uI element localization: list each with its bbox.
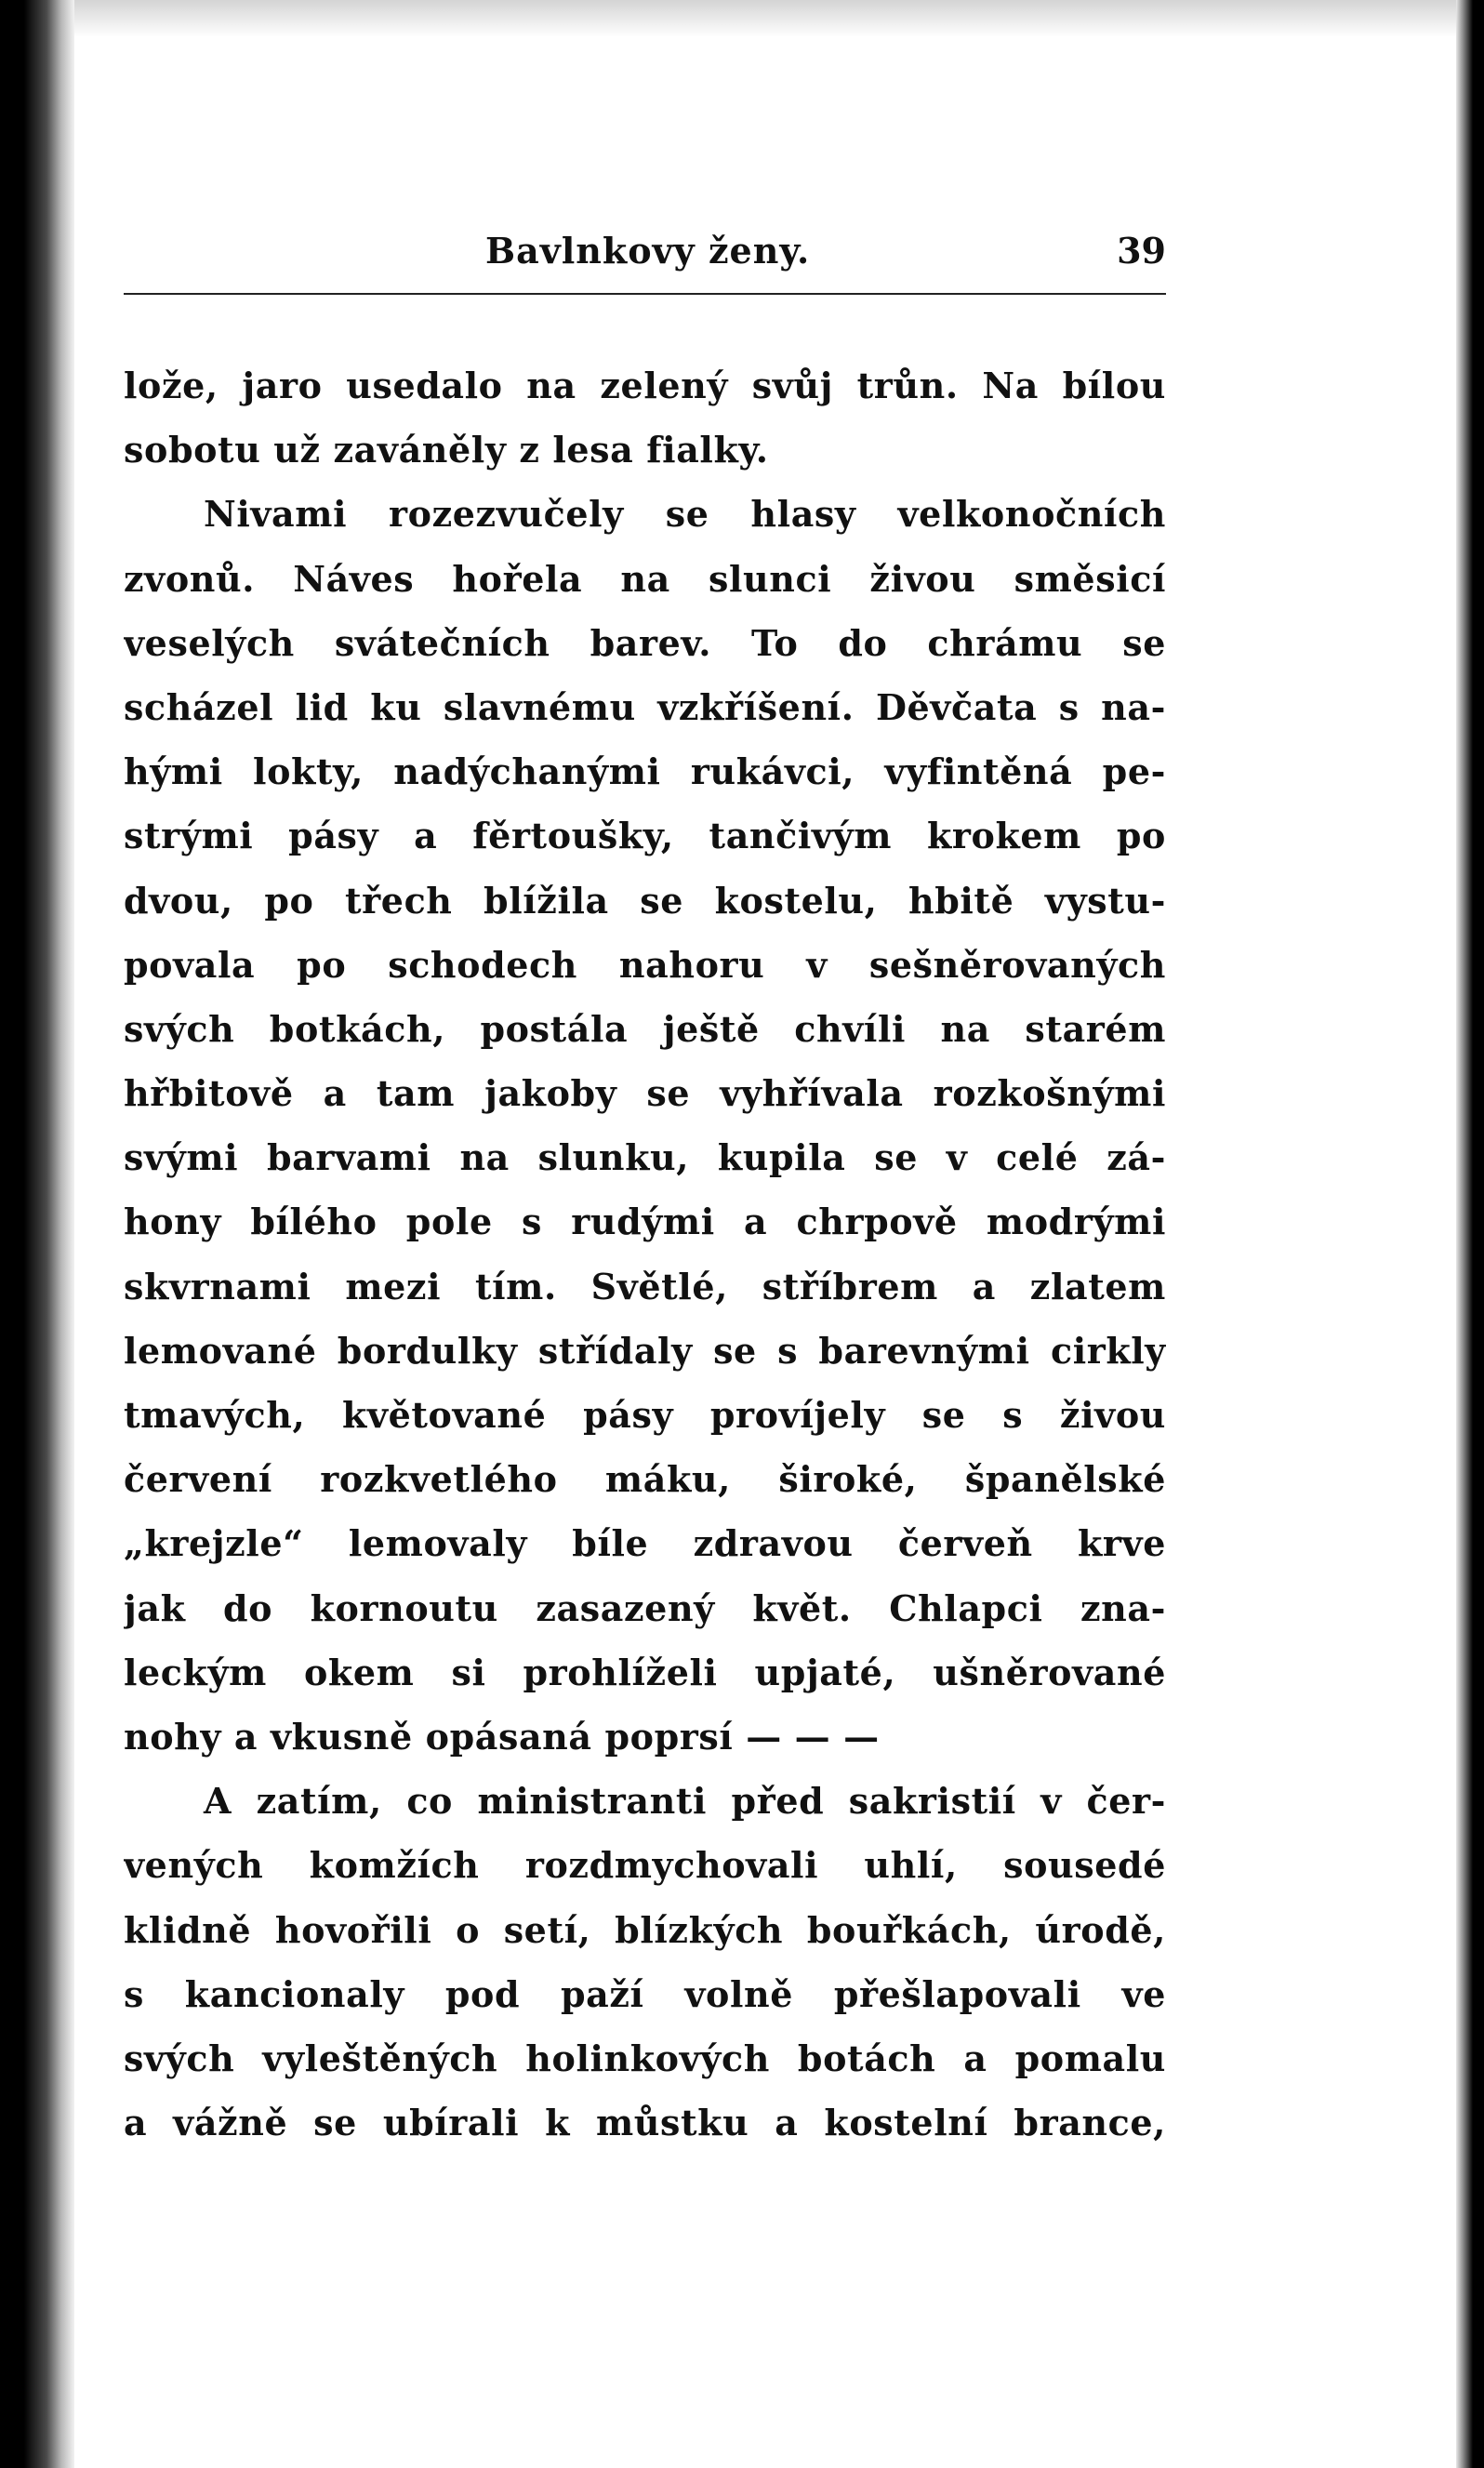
text-line: skvrnami mezi tím. Světlé, stříbrem a zlatem	[124, 1265, 1166, 1307]
scan-edge-top	[74, 0, 1456, 37]
text-line: hřbitově a tam jakoby se vyhřívala rozkošnými	[124, 1072, 1166, 1115]
text-line: svých vyleštěných holinkových botách a pomalu	[124, 2037, 1166, 2079]
text-line: Nivami rozezvučely se hlasy velkonočních	[204, 493, 1166, 536]
text-line: lemované bordulky střídaly se s barevnými cirkly	[124, 1329, 1166, 1372]
page-number: 39	[1117, 230, 1166, 272]
text-line: veselých svátečních barev. To do chrámu se	[124, 621, 1166, 664]
text-line: hými lokty, nadýchanými rukávci, vyfintěná pe-	[124, 750, 1166, 793]
body-text	[124, 353, 1166, 2155]
text-line: vených komžích rozdmychovali uhlí, sousedé	[124, 1844, 1166, 1887]
header-rule	[124, 293, 1166, 295]
scan-edge-right	[1456, 0, 1484, 2468]
text-line: povala po schodech nahoru v sešněrovaných	[124, 943, 1166, 986]
text-line: scházel lid ku slavnému vzkříšení. Děvčata s na-	[124, 685, 1166, 728]
text-line: „krejzle“ lemovaly bíle zdravou červeň krve	[124, 1522, 1166, 1565]
text-line: nohy a vkusně opásaná poprsí — — —	[124, 1715, 880, 1758]
text-line: a vážně se ubírali k můstku a kostelní brance,	[124, 2102, 1166, 2144]
text-line: svých botkách, postála ještě chvíli na starém	[124, 1007, 1166, 1050]
text-line: červení rozkvetlého máku, široké, španělské	[124, 1458, 1166, 1501]
text-line: sobotu už zaváněly z lesa fialky.	[124, 429, 769, 471]
running-title: Bavlnkovy ženy.	[485, 230, 811, 272]
text-line: svými barvami na slunku, kupila se v celé zá-	[124, 1136, 1166, 1179]
text-line: zvonů. Náves hořela na slunci živou směsicí	[124, 557, 1166, 600]
scan-edge-left	[0, 0, 74, 2468]
text-line: klidně hovořili o setí, blízkých bouřkách, úrodě,	[124, 1908, 1166, 1951]
text-line: lože, jaro usedalo na zelený svůj trůn. Na bílou	[124, 365, 1166, 406]
page-header	[124, 221, 1166, 296]
text-line: leckým okem si prohlíželi upjaté, ušněrované	[124, 1651, 1166, 1693]
text-line: hony bílého pole s rudými a chrpově modrými	[124, 1201, 1166, 1243]
text-line: A zatím, co ministranti před sakristií v čer-	[204, 1780, 1166, 1823]
text-line: s kancionaly pod paží volně přešlapovali ve	[124, 1972, 1166, 2015]
text-line: tmavých, květované pásy províjely se s živou	[124, 1394, 1166, 1436]
text-line: strými pásy a fěrtoušky, tančivým krokem po	[124, 815, 1166, 857]
text-line: jak do kornoutu zasazený květ. Chlapci zna-	[124, 1586, 1166, 1629]
text-line: dvou, po třech blížila se kostelu, hbitě vystu-	[124, 879, 1166, 922]
